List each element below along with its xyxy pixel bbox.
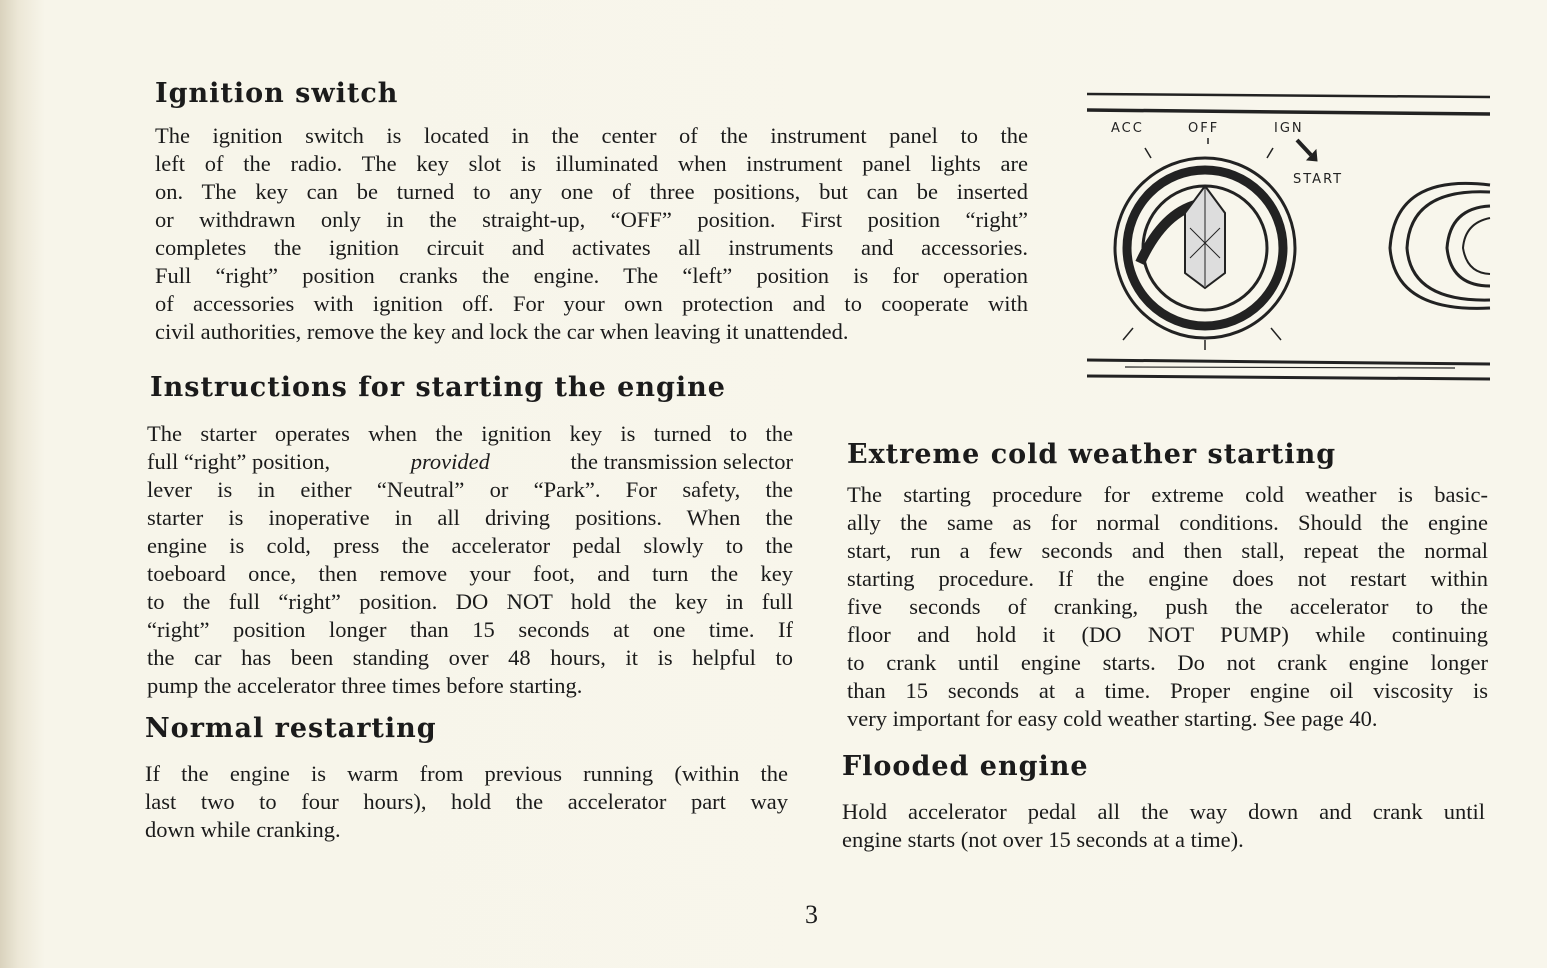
label-start: START xyxy=(1293,172,1344,187)
text-line: starter is inoperative in all driving positions. When the xyxy=(147,505,793,530)
text-line: than 15 seconds at a time. Proper engine oil viscosity is xyxy=(847,678,1488,703)
text-line: The starter operates when the ignition key is turned to the xyxy=(147,421,793,446)
panel-rules xyxy=(1087,94,1490,379)
paragraph-starting-instructions xyxy=(147,420,793,700)
text-segment: full “right” position, xyxy=(147,449,331,474)
text-line: “right” position longer than 15 seconds at one time. If xyxy=(147,617,793,642)
text-line: If the engine is warm from previous running (within the xyxy=(145,761,788,786)
text-line: or withdrawn only in the straight-up, “OFF” position. First position “right” xyxy=(155,207,1028,232)
text-line: start, run a few seconds and then stall, repeat the normal xyxy=(847,538,1488,563)
heading-starting-instructions: Instructions for starting the engine xyxy=(150,372,726,403)
heading-ignition-switch: Ignition switch xyxy=(155,78,399,109)
text-line: five seconds of cranking, push the accelerator to the xyxy=(847,594,1488,619)
paragraph-flooded-engine xyxy=(842,798,1485,854)
paragraph-extreme-cold xyxy=(847,481,1488,733)
text-line: completes the ignition circuit and activates all instruments and accessories. xyxy=(155,235,1028,260)
heading-extreme-cold: Extreme cold weather starting xyxy=(847,439,1337,470)
text-line xyxy=(147,448,793,476)
text-line: pump the accelerator three times before starting. xyxy=(147,673,583,698)
radio-knob-icon xyxy=(1390,183,1490,308)
italic-emphasis: provided xyxy=(410,449,490,474)
text-line: toeboard once, then remove your foot, and turn the key xyxy=(147,561,793,586)
ignition-lock-icon xyxy=(1115,138,1295,350)
text-line: the car has been standing over 48 hours, it is helpful to xyxy=(147,645,793,670)
label-ign: IGN xyxy=(1274,121,1304,136)
text-line: left of the radio. The key slot is illuminated when instrument panel lights are xyxy=(155,151,1028,176)
heading-normal-restarting: Normal restarting xyxy=(145,713,437,744)
text-line: to crank until engine starts. Do not crank engine longer xyxy=(847,650,1488,675)
label-off: OFF xyxy=(1188,121,1220,136)
paragraph-normal-restarting xyxy=(145,760,788,844)
text-line: ally the same as for normal conditions. Should the engine xyxy=(847,510,1488,535)
text-segment: the transmission selector xyxy=(570,449,793,474)
text-line: to the full “right” position. DO NOT hold the key in full xyxy=(147,589,793,614)
text-line: The starting procedure for extreme cold weather is basic- xyxy=(847,482,1488,507)
text-line: last two to four hours), hold the accelerator part way xyxy=(145,789,788,814)
text-line: on. The key can be turned to any one of three positions, but can be inserted xyxy=(155,179,1028,204)
text-line: lever is in either “Neutral” or “Park”. For safety, the xyxy=(147,477,793,502)
text-line: of accessories with ignition off. For your own protection and to cooperate with xyxy=(155,291,1028,316)
paragraph-ignition-switch xyxy=(155,122,1028,346)
text-line: The ignition switch is located in the center of the instrument panel to the xyxy=(155,123,1028,148)
text-line: down while cranking. xyxy=(145,817,341,842)
start-arrow-icon xyxy=(1297,140,1317,161)
ignition-switch-diagram xyxy=(1085,88,1495,388)
heading-flooded-engine: Flooded engine xyxy=(842,751,1089,782)
text-line: starting procedure. If the engine does not restart within xyxy=(847,566,1488,591)
text-line: Full “right” position cranks the engine. The “left” position is for operation xyxy=(155,263,1028,288)
text-line: floor and hold it (DO NOT PUMP) while continuing xyxy=(847,622,1488,647)
text-line: engine is cold, press the accelerator pedal slowly to the xyxy=(147,533,793,558)
text-line: civil authorities, remove the key and lock the car when leaving it unattended. xyxy=(155,319,849,344)
text-line: very important for easy cold weather starting. See page 40. xyxy=(847,706,1378,731)
text-line: Hold accelerator pedal all the way down and crank until xyxy=(842,799,1485,824)
label-acc: ACC xyxy=(1111,121,1144,136)
text-line: engine starts (not over 15 seconds at a time). xyxy=(842,827,1244,852)
page-number: 3 xyxy=(805,900,818,929)
